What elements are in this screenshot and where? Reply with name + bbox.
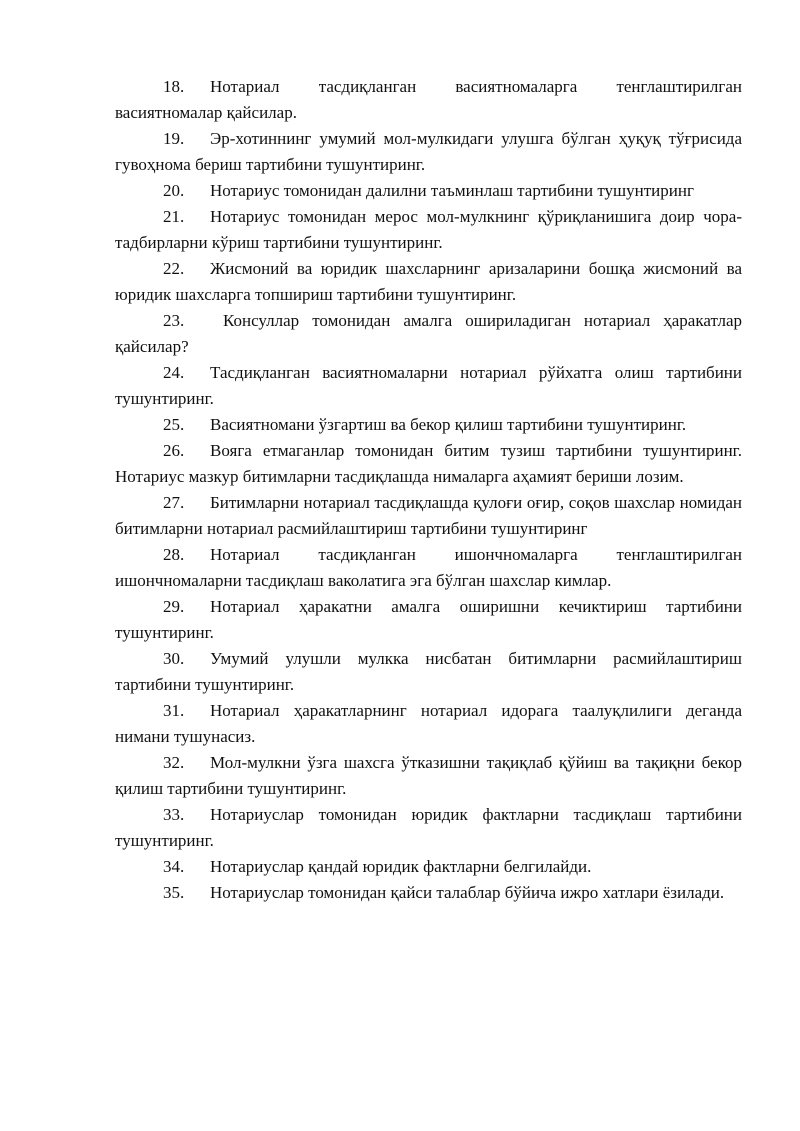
question-number: 26. (163, 441, 185, 460)
question-number: 32. (163, 753, 185, 772)
question-number: 35. (163, 883, 185, 902)
question-item-30 (115, 646, 742, 698)
question-number: 34. (163, 857, 185, 876)
question-text: Нотариуслар томонидан юридик фактларни тасдиқлаш тартибини тушунтиринг. (115, 805, 742, 850)
question-number: 31. (163, 701, 185, 720)
question-item-18 (115, 74, 742, 126)
question-number: 21. (163, 207, 185, 226)
question-number: 20. (163, 181, 185, 200)
question-text: Умумий улушли мулкка нисбатан битимларни расмийлаштириш тартибини тушунтиринг. (115, 649, 742, 694)
question-item-29 (115, 594, 742, 646)
question-item-27 (115, 490, 742, 542)
question-text: Тасдиқланган васиятномаларни нотариал рўйхатга олиш тартибини тушунтиринг. (115, 363, 742, 408)
question-item-19 (115, 126, 742, 178)
question-text: Жисмоний ва юридик шахсларнинг аризаларини бошқа жисмоний ва юридик шахсларга топшириш тартибини тушунтиринг. (115, 259, 742, 304)
question-item-34 (115, 854, 742, 880)
question-number: 30. (163, 649, 185, 668)
document-page (115, 74, 747, 906)
question-text: Нотариус томонидан мерос мол-мулкнинг қўриқланишига доир чора-тадбирларни кўриш тартибини тушунтиринг. (115, 207, 742, 252)
question-item-32 (115, 750, 742, 802)
question-item-25 (115, 412, 742, 438)
question-text: Нотариуслар томонидан қайси талаблар бўйича ижро хатлари ёзилади. (210, 883, 725, 902)
question-item-22 (115, 256, 742, 308)
question-number: 22. (163, 259, 185, 278)
question-item-26 (115, 438, 742, 490)
question-text: Васиятномани ўзгартиш ва бекор қилиш тартибини тушунтиринг. (210, 415, 687, 434)
question-text: Вояга етмаганлар томонидан битим тузиш тартибини тушунтиринг. Нотариус мазкур битимларни тасдиқлашда нималарга аҳамият бериши лозим. (115, 441, 742, 486)
question-number: 24. (163, 363, 185, 382)
question-item-31 (115, 698, 742, 750)
question-number: 18. (163, 77, 185, 96)
question-number: 29. (163, 597, 185, 616)
question-text: Нотариал ҳаракатларнинг нотариал идорага таалуқлилиги деганда нимани тушунасиз. (115, 701, 742, 746)
question-item-21 (115, 204, 742, 256)
question-item-24 (115, 360, 742, 412)
question-number: 23. (163, 311, 185, 330)
question-text: Мол-мулкни ўзга шахсга ўтказишни тақиқлаб қўйиш ва тақиқни бекор қилиш тартибини тушунтиринг. (115, 753, 742, 798)
question-item-23 (115, 308, 747, 360)
question-text: Консуллар томонидан амалга ошириладиган нотариал ҳаракатлар қайсилар? (115, 311, 747, 356)
question-text: Битимларни нотариал тасдиқлашда қулоғи оғир, соқов шахслар номидан битимларни нотариал расмийлаштириш тартибини тушунтиринг (115, 493, 742, 538)
question-text: Нотариуслар қандай юридик фактларни белгилайди. (210, 857, 592, 876)
question-number: 28. (163, 545, 185, 564)
question-text: Нотариус томонидан далилни таъминлаш тартибини тушунтиринг (210, 181, 694, 200)
question-number: 19. (163, 129, 185, 148)
question-text: Нотариал тасдиқланган васиятномаларга тенглаштирилган васиятномалар қайсилар. (115, 77, 742, 122)
question-item-35 (115, 880, 742, 906)
question-text: Эр-хотиннинг умумий мол-мулкидаги улушга бўлган ҳуқуқ тўғрисида гувоҳнома бериш тартибини тушунтиринг. (115, 129, 742, 174)
question-item-33 (115, 802, 742, 854)
question-text: Нотариал тасдиқланган ишончномаларга тенглаштирилган ишончномаларни тасдиқлаш ваколатига эга бўлган шахслар кимлар. (115, 545, 742, 590)
question-number: 33. (163, 805, 185, 824)
question-number: 25. (163, 415, 185, 434)
question-item-20 (115, 178, 742, 204)
question-item-28 (115, 542, 742, 594)
question-text: Нотариал ҳаракатни амалга оширишни кечиктириш тартибини тушунтиринг. (115, 597, 742, 642)
question-number: 27. (163, 493, 185, 512)
